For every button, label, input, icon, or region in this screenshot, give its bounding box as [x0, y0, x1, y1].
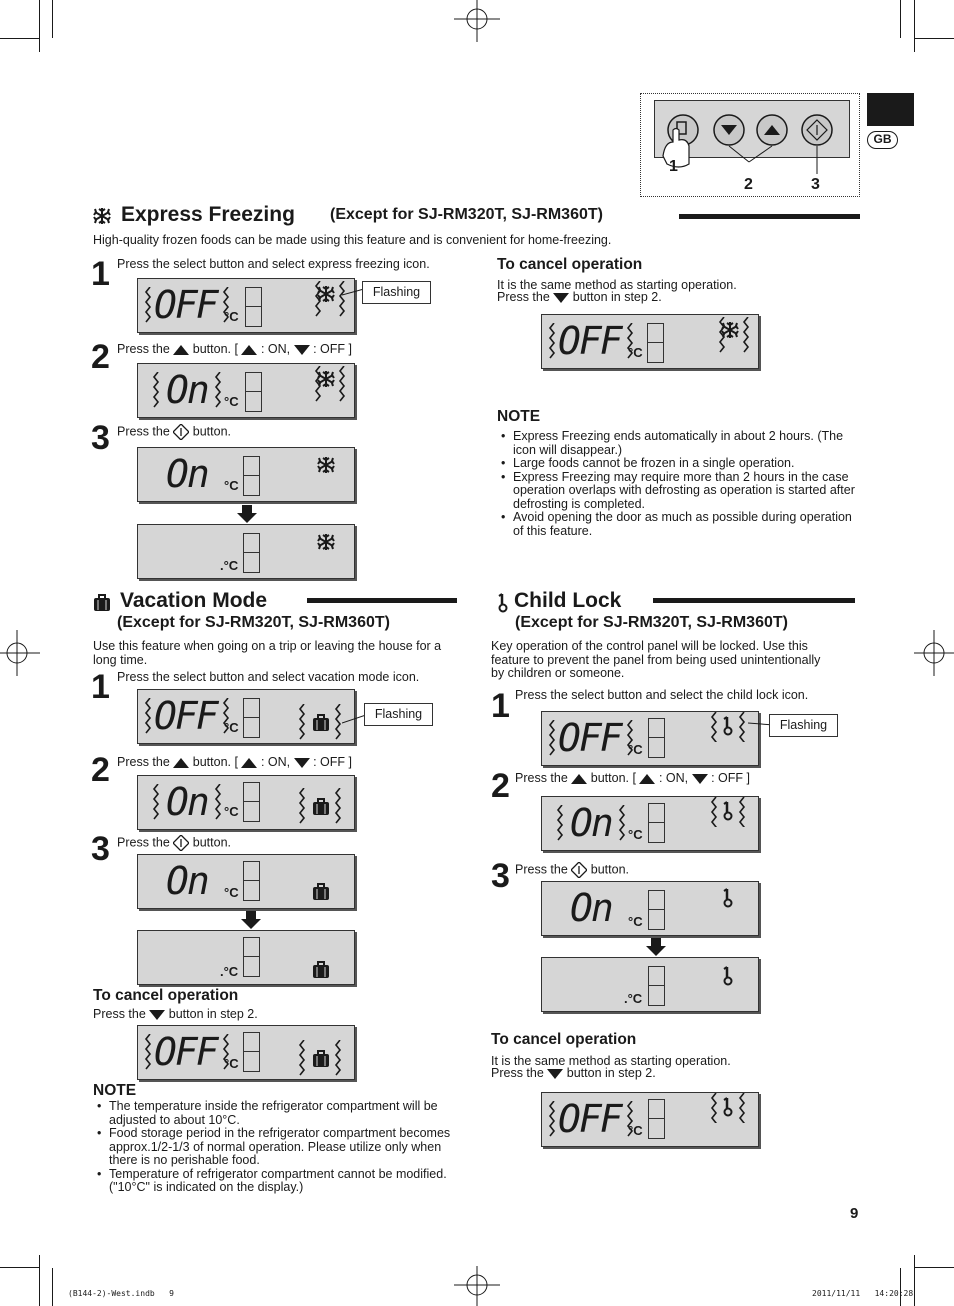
up-arrow-icon	[241, 345, 257, 355]
lcd-segment	[243, 698, 260, 738]
flicker-mark	[556, 805, 566, 841]
express-notes	[497, 430, 863, 538]
flicker-mark	[214, 784, 224, 820]
vacation-step2-num: 2	[91, 751, 110, 789]
express-step3-text: Press the button.	[117, 424, 232, 439]
note-item: • Food storage period in the refrigerator compartment becomes approx.1/2-1/3 of normal operation. Please utilize only when there is no perishable food.	[109, 1127, 461, 1168]
lcd-unit: °C	[224, 394, 239, 409]
lcd-unit: °C	[628, 827, 643, 842]
lcd-unit: °C	[224, 720, 239, 735]
note-item: • Express Freezing may require more than 2 hours in the case operation overlaps with defrosting as operation is started after defrosting is completed.	[513, 471, 863, 512]
language-tab: GB	[867, 131, 898, 149]
lcd-text: On	[166, 859, 208, 903]
callout-3: 3	[811, 176, 820, 193]
childlock-intro: Key operation of the control panel will be locked. Use this feature to prevent the panel from being used unintentionally by children or someone.	[491, 639, 821, 680]
lcd-unit: .°C	[220, 558, 239, 573]
registration-target-right	[914, 630, 954, 676]
child-lock-icon	[722, 966, 736, 988]
down-arrow-icon	[547, 1069, 563, 1079]
vacation-rule	[307, 598, 457, 603]
up-arrow-icon	[173, 758, 189, 768]
lcd-segment	[648, 1099, 665, 1139]
snowflake-icon	[721, 321, 739, 339]
vacation-step1-num: 1	[91, 668, 110, 706]
down-block-arrow-icon	[646, 938, 666, 956]
express-intro: High-quality frozen foods can be made using this feature and is convenient for home-freezing.	[93, 233, 612, 247]
lcd-display	[541, 796, 759, 851]
vacation-note-title: NOTE	[93, 1082, 137, 1099]
snowflake-icon	[93, 207, 113, 227]
flicker-mark	[548, 1101, 558, 1137]
lcd-segment	[243, 861, 260, 901]
lcd-unit: °C	[628, 914, 643, 929]
callout-line	[342, 713, 366, 725]
express-step2-text: Press the button. [ : ON, : OFF ]	[117, 342, 352, 356]
vacation-step1-text: Press the select button and select vacation mode icon.	[117, 670, 420, 684]
lcd-unit: °C	[628, 742, 643, 757]
black-tab	[867, 93, 914, 126]
lcd-text: On	[166, 780, 208, 824]
suitcase-icon	[93, 594, 113, 614]
express-cancel-title: To cancel operation	[497, 256, 643, 273]
child-lock-icon	[497, 593, 511, 615]
flicker-mark	[298, 1040, 308, 1076]
lcd-unit: °C	[628, 345, 643, 360]
express-step2-num: 2	[91, 338, 110, 376]
vacation-cancel-line: Press the button in step 2.	[93, 1007, 258, 1021]
down-arrow-icon	[553, 293, 569, 303]
child-lock-icon	[722, 716, 736, 738]
note-item: • The temperature inside the refrigerator compartment will be adjusted to about 10°C.	[109, 1100, 461, 1127]
flicker-mark	[152, 372, 162, 408]
registration-target-top	[452, 0, 502, 50]
lcd-display	[137, 930, 355, 985]
lcd-display	[137, 1025, 355, 1080]
lcd-text: OFF	[558, 716, 621, 760]
page-number: 9	[850, 1205, 859, 1222]
express-note-title: NOTE	[497, 408, 541, 425]
lcd-display	[137, 854, 355, 909]
lcd-text: OFF	[558, 1097, 621, 1141]
lcd-text: On	[570, 886, 612, 930]
childlock-step3-num: 3	[491, 857, 510, 895]
childlock-cancel-line2: Press the button in step 2.	[491, 1066, 656, 1080]
flicker-mark	[710, 712, 720, 742]
lcd-segment	[245, 287, 262, 327]
lcd-segment	[245, 372, 262, 412]
down-arrow-icon	[149, 1010, 165, 1020]
lcd-display	[137, 363, 355, 418]
lcd-segment	[243, 456, 260, 496]
lcd-segment	[243, 937, 260, 977]
lcd-display	[137, 447, 355, 502]
control-panel-figure	[640, 93, 860, 197]
vacation-subtitle: (Except for SJ-RM320T, SJ-RM360T)	[117, 614, 390, 631]
childlock-cancel-line1: It is the same method as starting operation.	[491, 1054, 731, 1068]
lcd-unit: .°C	[220, 964, 239, 979]
lcd-segment	[648, 890, 665, 930]
snowflake-icon	[317, 456, 335, 474]
callout-2: 2	[744, 176, 753, 193]
lcd-unit: °C	[628, 1123, 643, 1138]
down-arrow-icon	[692, 774, 708, 784]
registration-target-bottom	[452, 1262, 502, 1306]
lcd-unit: °C	[224, 804, 239, 819]
child-lock-icon	[722, 801, 736, 823]
flicker-mark	[710, 797, 720, 827]
flicker-mark	[548, 720, 558, 756]
vacation-intro: Use this feature when going on a trip or leaving the house for a long time.	[93, 639, 442, 667]
snowflake-icon	[317, 533, 335, 551]
up-arrow-icon	[571, 774, 587, 784]
flicker-mark	[298, 704, 308, 740]
lcd-segment	[648, 718, 665, 758]
express-subtitle: (Except for SJ-RM320T, SJ-RM360T)	[330, 206, 603, 223]
vacation-step2-text: Press the button. [ : ON, : OFF ]	[117, 755, 352, 769]
footer-timestamp: 2011/11/11 14:20:28	[812, 1289, 914, 1298]
down-block-arrow-icon	[241, 911, 261, 929]
snowflake-icon	[317, 285, 335, 303]
note-item: • Large foods cannot be frozen in a single operation.	[513, 457, 863, 471]
express-cancel-line1: It is the same method as starting operation.	[497, 278, 737, 292]
lcd-text: OFF	[558, 319, 621, 363]
child-lock-icon	[722, 888, 736, 910]
suitcase-icon	[312, 798, 330, 816]
callout-1: 1	[669, 158, 678, 175]
lcd-display	[137, 775, 355, 830]
up-arrow-icon	[639, 774, 655, 784]
lcd-display	[137, 689, 355, 744]
vacation-title: Vacation Mode	[120, 589, 268, 612]
childlock-step3-text: Press the button.	[515, 862, 630, 877]
child-lock-icon	[722, 1097, 736, 1119]
suitcase-icon	[312, 883, 330, 901]
flashing-label: Flashing	[769, 714, 838, 737]
lcd-display	[541, 314, 759, 369]
snowflake-icon	[317, 370, 335, 388]
flicker-mark	[548, 323, 558, 359]
childlock-step1-text: Press the select button and select the child lock icon.	[515, 688, 809, 702]
lcd-segment	[648, 803, 665, 843]
suitcase-icon	[312, 961, 330, 979]
down-arrow-icon	[294, 758, 310, 768]
vacation-cancel-title: To cancel operation	[93, 987, 239, 1004]
lcd-display	[541, 881, 759, 936]
express-title: Express Freezing	[121, 203, 295, 226]
lcd-text: On	[166, 452, 208, 496]
lcd-unit: °C	[224, 1056, 239, 1071]
childlock-subtitle: (Except for SJ-RM320T, SJ-RM360T)	[515, 614, 788, 631]
set-button-icon	[173, 835, 189, 851]
lcd-unit: °C	[224, 478, 239, 493]
set-button-icon	[571, 862, 587, 878]
childlock-step2-text: Press the button. [ : ON, : OFF ]	[515, 771, 750, 785]
flicker-mark	[334, 1040, 344, 1076]
callout-line	[342, 287, 364, 299]
lcd-display	[541, 1092, 759, 1147]
down-arrow-icon	[294, 345, 310, 355]
lcd-unit: .°C	[624, 991, 643, 1006]
note-item: • Temperature of refrigerator compartment cannot be modified. ("10°C" is indicated on the display.)	[109, 1168, 461, 1195]
childlock-step1-num: 1	[491, 687, 510, 725]
lcd-text: On	[570, 801, 612, 845]
set-button-icon	[173, 424, 189, 440]
childlock-rule	[653, 598, 855, 603]
lcd-unit: °C	[224, 309, 239, 324]
flicker-mark	[710, 1093, 720, 1123]
lcd-segment	[243, 533, 260, 573]
flicker-mark	[738, 797, 748, 827]
express-step3-num: 3	[91, 419, 110, 457]
flicker-mark	[334, 788, 344, 824]
lcd-unit: °C	[224, 885, 239, 900]
vacation-notes	[93, 1100, 461, 1195]
lcd-segment	[647, 323, 664, 363]
flicker-mark	[738, 1093, 748, 1123]
vacation-step3-text: Press the button.	[117, 835, 232, 850]
flicker-mark	[298, 788, 308, 824]
flicker-mark	[144, 1034, 154, 1070]
lcd-display	[137, 524, 355, 579]
express-step1-num: 1	[91, 255, 110, 293]
childlock-step2-num: 2	[491, 767, 510, 805]
lcd-text: On	[166, 368, 208, 412]
express-step1-text: Press the select button and select express freezing icon.	[117, 257, 430, 271]
express-cancel-line2: Press the button in step 2.	[497, 290, 662, 304]
registration-target-left	[0, 630, 40, 676]
flicker-mark	[214, 372, 224, 408]
flicker-mark	[338, 366, 348, 402]
vacation-step3-num: 3	[91, 830, 110, 868]
lcd-display	[137, 278, 355, 333]
footer-file: (B144-2)-West.indb 9	[68, 1289, 174, 1298]
lcd-segment	[243, 782, 260, 822]
lcd-text: OFF	[154, 1030, 217, 1074]
flicker-mark	[738, 712, 748, 742]
flicker-mark	[144, 698, 154, 734]
flicker-mark	[618, 805, 628, 841]
lcd-text: OFF	[154, 694, 217, 738]
lcd-display	[541, 957, 759, 1012]
lcd-text: OFF	[154, 283, 217, 327]
note-item: • Avoid opening the door as much as possible during operation of this feature.	[513, 511, 863, 538]
up-arrow-icon	[173, 345, 189, 355]
flicker-mark	[742, 317, 752, 353]
flashing-label: Flashing	[364, 703, 433, 726]
down-block-arrow-icon	[237, 505, 257, 523]
flicker-mark	[144, 287, 154, 323]
up-arrow-icon	[241, 758, 257, 768]
note-item: • Express Freezing ends automatically in about 2 hours. (The icon will disappear.)	[513, 430, 863, 457]
childlock-title: Child Lock	[514, 589, 622, 612]
lcd-segment	[648, 966, 665, 1006]
suitcase-icon	[312, 714, 330, 732]
lcd-segment	[243, 1032, 260, 1072]
suitcase-icon	[312, 1050, 330, 1068]
lcd-display	[541, 711, 759, 766]
flashing-label: Flashing	[362, 281, 431, 304]
express-rule	[679, 214, 860, 219]
flicker-mark	[152, 784, 162, 820]
childlock-cancel-title: To cancel operation	[491, 1031, 637, 1048]
